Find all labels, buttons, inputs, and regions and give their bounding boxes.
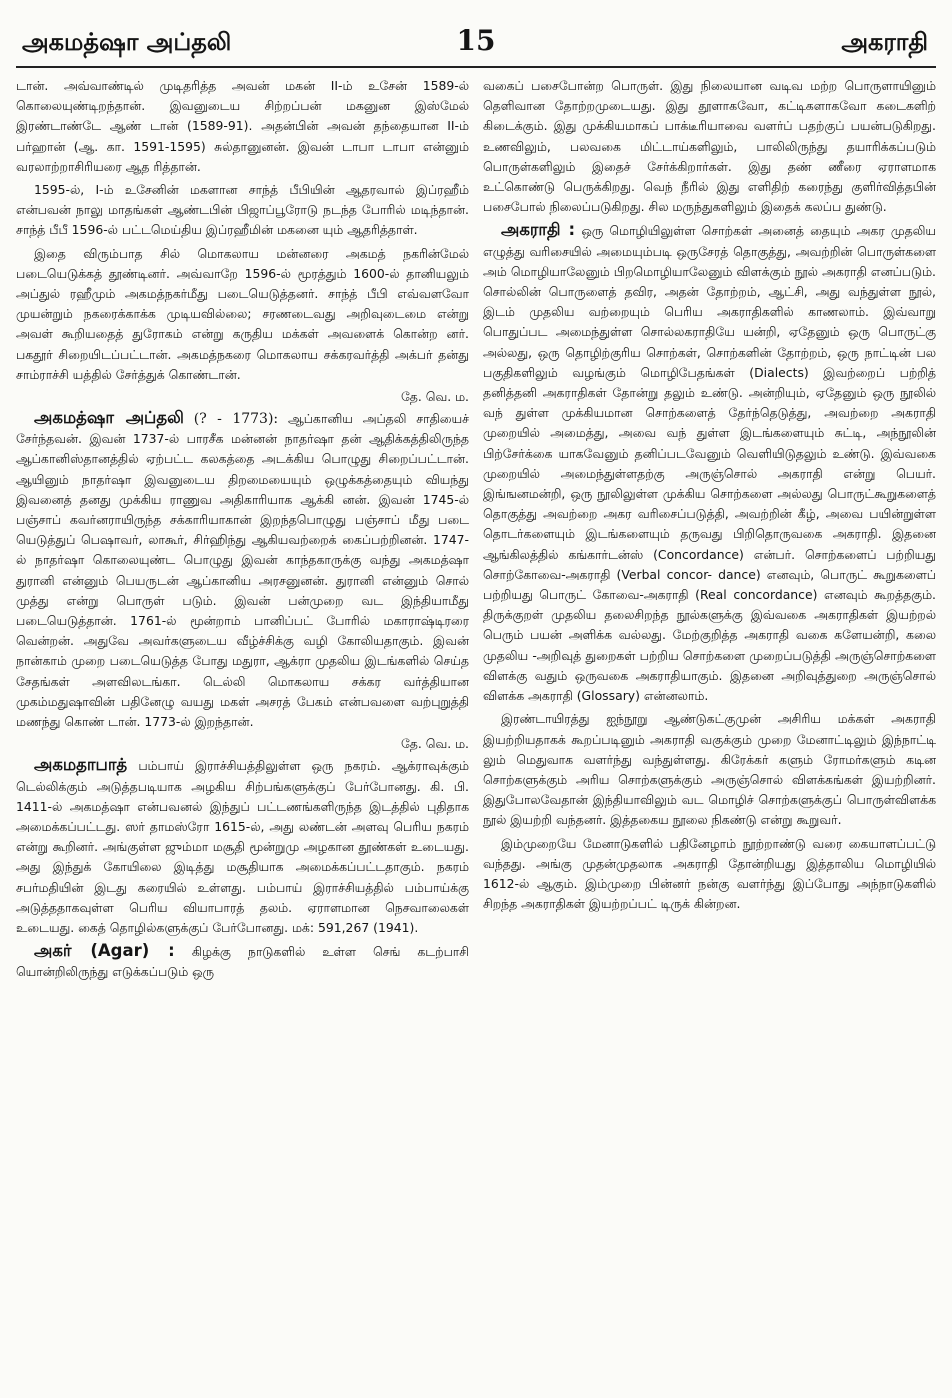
header-left-title: அகமத்ஷா அப்தலி: [22, 28, 232, 56]
entry-body: ஆப்கானிய அப்தலி சாதியைச் சேர்ந்தவன். இவன் 1737-ல் பாரசீக மன்னன் நாதர்ஷா தன் ஆதிக்கத்திலிருந்த ஆப்கானிஸ்தானத்தில் ஏற்பட்ட கலகத்தை அடக்கிய பொழுது சிறைப்பட்டான். ஆயினும் நாதர்ஷா இவனுடைய திறமையையும் ஒழுக்கத்தையும் வியந்து இவனைத் தனது முக்கிய ராணுவ அதிகாரியாக ஆக்கி னன். இவன் 1745-ல் பஞ்சாப் கவர்னராயிருந்த சக்காரியாகான் இறந்தபொழுது பஞ்சாப் மீது படை யெடுத்துப் பெஷாவர், லாகூர், சிர்ஹிந்து ஆகியவற்றைக் கைப்பற்றினன். 1747-ல் நாதர்ஷா கொலையுண்ட பொழுது இவன் காந்தகாருக்கு வந்து அகமத்ஷா துரானி என்னும் பெயருடன் ஆப்கானிய அரசனுனன். துரானி என்னும் சொல் முத்து என்று பொருள் படும். இவன் பன்முறை வட இந்தியாமீது படையெடுத்தான். 1761-ல் மூன்றாம் பானிப்பட் போரில் மகாராஷ்டிரரை வென்றன். அதுவே அவர்களுடைய வீழ்ச்சிக்கு வழி கோலியதாகும். இவன் நான்காம் முறை படையெடுத்த போது மதுரா, ஆக்ரா முதலிய இடங்களில் செய்த சேதங்கள் அளவிலடங்கா. டெல்லி மொகலாய சக்கர வர்த்தியான முகம்மதுஷாவின் பதினேழு வயது மகள் அசரத் பேகம் என்பவளை வற்புறுத்தி மணந்து கொண் டான். 1773-ல் இறந்தான்.: [16, 411, 469, 730]
running-header: [16, 14, 936, 68]
entry-akarathi: [483, 220, 936, 706]
right-column: [483, 76, 936, 986]
entry-agar: [16, 941, 469, 982]
header-right-title: அகராதி: [841, 28, 928, 56]
entry-body: பம்பாய் இராச்சியத்திலுள்ள ஒரு நகரம். ஆக்ராவுக்கும் டெல்லிக்கும் அடுத்தபடியாக அழகிய சிற்பங்களுக்குப் பேர்போனது. கி. பி. 1411-ல் அகமத்ஷா என்பவனல் இந்துப் பட்டணங்களிருந்த இடத்தில் புதிதாக அமைக்கப்பட்டது. ஸர் தாமஸ்ரோ 1615-ல், அது லண்டன் அளவு பெரிய நகரம் என்று கூறினர். அங்குள்ள ஜும்மா மசூதி மூன்றுமு அழகான தூண்கள் உடையது. அது இந்துக் கோயிலை இடித்து மசூதியாக அமைக்கப்பட்டதாகும். நகரம் சபர்மதியின் இடது கரையில் உள்ளது. பம்பாய் இராச்சியத்தில் பம்பாய்க்கு அடுத்ததாகவுள்ள பெரிய வியாபாரத் தலம். ஏராளமான நெசவாலைகள் உடையது. கைத் தொழில்களுக்குப் பேர்போனது. மக்: 591,267 (1941).: [16, 758, 469, 935]
entry-ahmedabad: [16, 755, 469, 938]
paragraph: இம்முறையே மேனாடுகளில் பதினேழாம் நூற்றாண்டு வரை கையாளப்பட்டு வந்தது. அங்கு முதன்முதலாக அகராதி தோன்றியது இத்தாலிய மொழியில் 1612-ல் ஆகும். இம்முறை பின்னர் நன்கு வளர்ந்து இப்போது அந்நாடுகளில் சிறந்த அகராதிகள் இயற்றப்பட் டிருக் கின்றன.: [483, 835, 936, 912]
left-column: [16, 76, 469, 986]
paragraph: இரண்டாயிரத்து ஐந்நூறு ஆண்டுகட்குமுன் அசிரிய மக்கள் அகராதி இயற்றியதாகக் கூறப்படினும் அகராதி வகுக்கும் முறை மேனாட்டிலும் இந்நாட்டி லும் மெதுவாக வளர்ந்து வந்துள்ளது. கிரேக்கர் களும் ரோமர்களும் கடின சொற்களுக்கும் அரிய சொற்களுக்கும் அருஞ்சொல் விளக்கங்கள் இயற்றினர். இதுபோலவேதான் இந்தியாவிலும் வட மொழிச் சொற்களுக்குப் பொருள்விளக்க நூல் இயற்றி வந்தனர். இத்தகைய நூலை நிகண்டு என்று கூறுவர்.: [483, 711, 936, 828]
author-initials: தே. வெ. ம.: [400, 736, 469, 752]
paragraph: வகைப் பசைபோன்ற பொருள். இது நிலையான வடிவ மற்ற பொருளாயினும் தெளிவான தோற்றமுடையது. இது தூளாகவோ, கட்டிகளாகவோ கடைகளிற் கிடைக்கும். இது முக்கியமாகப் பாக்டீரியாவை வளர்ப் பதற்குப் பயன்படுகிறது. உணவிலும், பலவகை மிட்டாய்களிலும், பாலிலிருந்து தயாரிக்கப்படும் பொருள்களிலும் இதைச் சேர்க்கிறார்கள். இது தண் ணீரை ஏராளமாக உட்கொண்டு பெருக்கிறது. வெந் நீரில் இது எளிதிற் கரைந்து குளிர்வித்தபின் பசைபோல் நிலைப்படுகிறது. சில மருந்துகளிலும் இதைக் கலப்ப துண்டு.: [483, 78, 936, 215]
entry-headword: அகமத்ஷா அப்தலி: [34, 408, 184, 428]
author-initials: தே. வெ. ம.: [400, 389, 469, 405]
entry-body: கிழக்கு நாடுகளில் உள்ள செங் கடற்பாசி யொன்றிலிருந்து எடுக்கப்படும் ஒரு: [16, 944, 469, 980]
entry-headword: அகர் (Agar) :: [34, 941, 175, 961]
two-column-body: [16, 76, 936, 986]
paragraph: டான். அவ்வாண்டில் முடிதரித்த அவன் மகன் II-ம் உசேன் 1589-ல் கொலையுண்டிறந்தான். இவனுடைய சிற்றப்பன் மகனுன இஸ்மேல் இரண்டாண்டே ஆண் டான் (1589-91). அதன்பின் அவன் தந்தையான II-ம் பர்ஹான் (ஆ. கா. 1591-1595) சுல்தானுனன். இவன் டாபா டாபா என்னும் வரலாற்றாசிரியரை ஆத ரித்தான்.: [16, 78, 469, 174]
page-number: 15: [456, 24, 496, 57]
paragraph: இதை விரும்பாத சில் மொகலாய மன்னரை அகமத் நகரின்மேல் படையெடுக்கத் தூண்டினர். அவ்வாறே 1596-ல் மூரத்தும் 1600-ல் தானியலும் அப்துல் ரஹீமும் அகமத்நகர்மீது படையெடுத்தனர். சாந்த் பீபி எவ்வளவோ முயன்றும் நகரைக்காக்க முடியவில்லை; சரணடைவது அறிவுடைமை என்று அவள் கூறியதைத் துரோகம் என்று கருதிய மக்கள் அவளைக் கொன்ற னர். பகதூர் சிறையிடப்பட்டான். அகமத்நகரை மொகலாய சக்கரவர்த்தி அக்பர் தன்து சாம்ராச்சி யத்தில் சேர்த்துக் கொண்டான்.: [16, 245, 469, 382]
entry-body: ஒரு மொழியிலுள்ள சொற்கள் அனைத் தையும் அகர முதலிய எழுத்து வரிசையில் அமையும்படி ஒருசேரத் தொகுத்து, அவற்றின் பொருள்களை அம் மொழியாலேனும் பிறமொழியாலேனும் விளக்கும் நூல் அகராதி எனப்படும். சொல்லின் பொருளைத் தவிர, அதன் தோற்றம், ஆட்சி, அது வந்துள்ள நூல், இடம் முதலிய வற்றையும் பெரிய அகராதிகளில் காணலாம். இவ்வாறு பொதுப்பட அமைந்துள்ள சொல்லகராதியே யன்றி, ஏதேனும் ஒரு பொருட்கு அல்லது, ஒரு தொழிற்குரிய சொற்கள், சொற்களின் தோற்றம், ஒரு நாட்டின் பல பகுதிகளிலும் வழங்கும் மொழிபேதங்கள் (Dialects) இவற்றைப் பற்றித் தனித்தனி அகராதிகள் தோன்று தலும் உண்டு. அன்றியும், ஏதேனும் ஒரு நூலில் வந் துள்ள முக்கியமான சொற்களைத் தேர்ந்தெடுத்து, அவற்றை அகராதி முறையில் அமைத்து, அவை வந் துள்ள இடங்களையும் சுட்டி, அந்நூலின் பிற்சேர்க்கை யாகவேனும் தனிப்படவேனும் வெளியிடுதலும் உண்டு. இவ்வகை முறையில் அமைந்துள்ளதற்கு அருஞ்சொல் அகராதி என்று பெயர். இங்ஙனமன்றி, ஒரு நூலிலுள்ள முக்கிய சொற்களை அல்லது பொருட்கூறுகளைத் தொகுத்து அவற்றை அகர வரிசைப்படுத்தி, அவற்றின் கீழ், அவை பயின்றுள்ள தொடர்களையும் இடங்களையும் தருவது பிறிதொருவகை அகராதி. இதனை ஆங்கிலத்தில் கங்கார்டன்ஸ் (Concordance) என்பர். சொற்களைப் பற்றியது சொற்கோவை-அகராதி (Verbal concor- dance) எனவும், பொருட் கூறுகளைப் பற்றியது பொருட் கோவை-அகராதி (Real concordance) எனவும் கூறத்தகும். திருக்குறள் முதலிய தலைசிறந்த நூல்களுக்கு இவ்வகை அகராதிகள் இயற்றல் பெரும் பயன் அளிக்க வல்லது. மேற்குறித்த அகராதி வகை களேயன்றி, கலை முதலிய -அறிவுத் துறைகள் பற்றிய சொற்களை முறைப்படுத்தி அருஞ்சொற்களை விளக்கு வதும் ஒருவகை அகராதியாகும். இதனை அறிவுத்துறை அருஞ்சொல் விளக்க அகராதி (Glossary) என்னலாம்.: [483, 223, 936, 704]
entry-headword: அகமதாபாத்: [34, 755, 128, 775]
paragraph: 1595-ல், I-ம் உசேனின் மகளான சாந்த் பீபியின் ஆதரவால் இப்ரஹீம் என்பவன் நாலு மாதங்கள் ஆண்டபின் பிஜாப்பூரோடு நடந்த போரில் மடிந்தான். சாந்த் பீபீ 1596-ல் பட்டமெய்திய இப்ரஹீமின் மகனை யும் ஆதரித்தாள்.: [16, 182, 469, 238]
entry-headword: அகராதி :: [501, 220, 576, 240]
entry-ahmad-shah-abdali: [16, 408, 469, 732]
entry-dates: (? - 1773):: [193, 411, 279, 428]
